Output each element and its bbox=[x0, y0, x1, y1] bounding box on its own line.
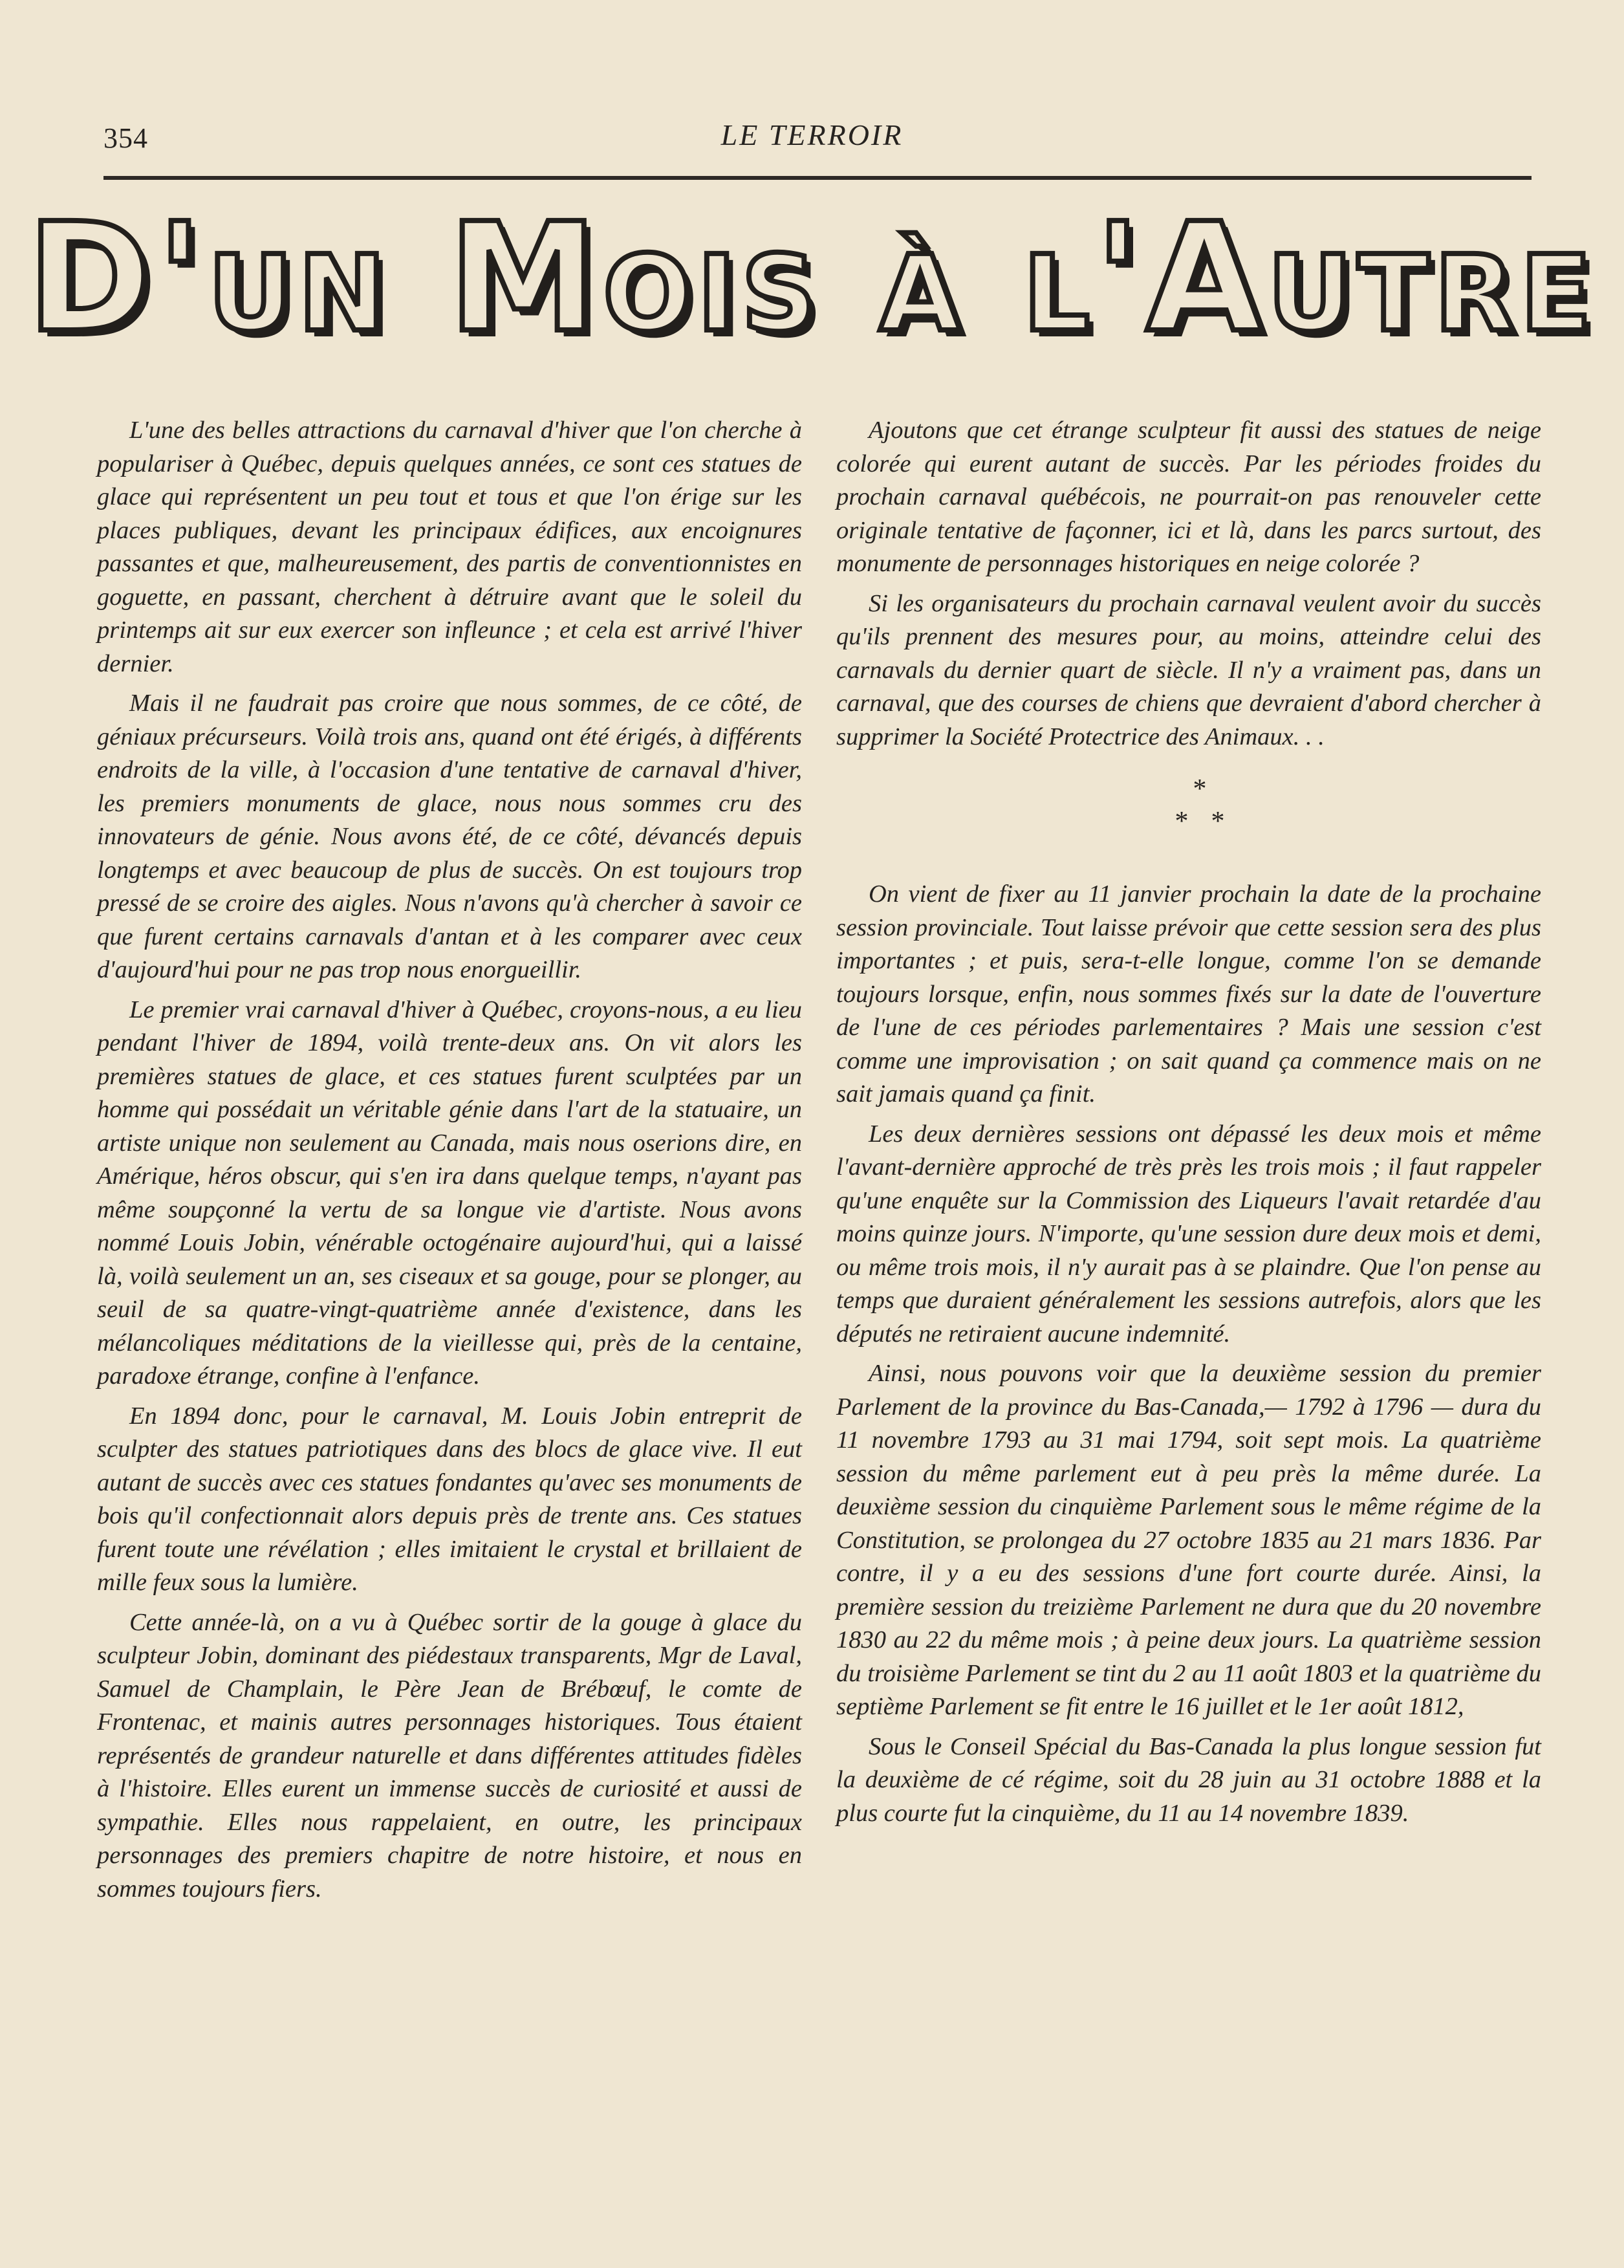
paragraph: Si les organisateurs du prochain carnaval veulent avoir du succès qu'ils prennent des mesures pour, au moins, atteindre celui des carnavals du dernier quart de siècle. Il n'y a vraiment pas, dans un carnaval, que des courses de chiens que devraient d'abord chercher à supprimer la Société Protectrice des Animaux. . . bbox=[836, 589, 1541, 750]
paragraph: Cette année-là, on a vu à Québec sortir de la gouge à glace du sculpteur Jobin, dominant des piédestaux transparents, Mgr de Laval, Samuel de Champlain, le Père Jean de Brébœuf, le comte de Frontenac, et mainis autres personnages historiques. Tous étaient représentés de grandeur naturelle et dans différentes attitudes fidèles à l'histoire. Elles eurent un immense succès de curiosité et aussi de sympathie. Elles nous rappelaient, en outre, les principaux personnages des premiers chapitre de notre histoire, et nous en sommes toujours fiers. bbox=[97, 1608, 802, 1903]
right-column bbox=[836, 414, 1541, 1837]
header-rule bbox=[103, 176, 1532, 180]
paragraph: En 1894 donc, pour le carnaval, M. Louis Jobin entreprit de sculpter des statues patriotiques dans des blocs de glace vive. Il eut autant de succès avec ces statues fondantes qu'avec ses monuments de bois qu'il confectionnait alors depuis près de trente ans. Ces statues furent toute une révélation ; elles imitaient le crystal et brillaient de mille feux sous la lumière. bbox=[97, 1402, 802, 1596]
page-number: 354 bbox=[103, 122, 148, 154]
separator-star: * bbox=[1211, 807, 1225, 836]
paragraph: L'une des belles attractions du carnaval d'hiver que l'on cherche à populariser à Québec, depuis quelques années, ce sont ces statues de glace qui représentent un peu tout et tous et que l'on érige sur les places publiques, devant les principaux édifices, aux encoignures passantes et que, malheureusement, des partis de conventionnistes en goguette, en passant, cherchent à détruire avant que le soleil du printemps ait sur eux exercer son infleunce ; et cela est arrivé l'hiver dernier. bbox=[97, 417, 802, 677]
separator-star: * bbox=[1175, 807, 1189, 836]
paragraph: Les deux dernières sessions ont dépassé les deux mois et même l'avant-dernière approché de très près les trois mois ; il faut rappeler qu'une enquête sur la Commission des Liqueurs l'avait retardée d'au moins quinze jours. N'importe, qu'une session dure deux mois et demi, ou même trois mois, il n'y aurait pas à se plaindre. Que l'on pense au temps que duraient généralement les sessions autrefois, alors que les députés ne retiraient aucune indemnité. bbox=[836, 1120, 1541, 1347]
left-column bbox=[97, 414, 802, 1912]
paragraph: Ajoutons que cet étrange sculpteur fit aussi des statues de neige colorée qui eurent autant de succès. Par les périodes froides du prochain carnaval québécois, ne pourrait-on pas renouveler cette originale tentative de façonner, ici et là, dans les parcs surtout, des monumente de personnages historiques en neige colorée ? bbox=[836, 417, 1541, 577]
running-title: LE TERROIR bbox=[720, 118, 904, 151]
paragraph: Mais il ne faudrait pas croire que nous sommes, de ce côté, de géniaux précurseurs. Voilà trois ans, quand ont été érigés, à différents endroits de la ville, à l'occasion d'une tentative de carnaval d'hiver, les premiers monuments de glace, nous nous sommes cru des innovateurs de génie. Nous avons été, de ce côté, dévancés depuis longtemps et avec beaucoup de plus de succès. On est toujours trop pressé de se croire des aigles. Nous n'avons qu'à chercher à savoir ce que furent certains carnavals d'antan et à les comparer avec ceux d'aujourd'hui pour ne pas trop nous enorgueillir. bbox=[97, 690, 802, 983]
separator-star: * bbox=[1193, 774, 1207, 804]
headline bbox=[0, 191, 1624, 365]
paragraph: Le premier vrai carnaval d'hiver à Québec, croyons-nous, a eu lieu pendant l'hiver de 1894, voilà trente-deux ans. On vit alors les premières statues de glace, et ces statues furent sculptées par un homme qui possédait un véritable génie dans l'art de la statuaire, un artiste unique non seulement au Canada, mais nous oserions dire, en Amérique, héros obscur, qui s'en ira dans quelque temps, n'ayant pas même soupçonné la vertu de sa longue vie d'artiste. Nous avons nommé Louis Jobin, vénérable octogénaire aujourd'hui, qui a laissé là, voilà seulement un an, ses ciseaux et sa gouge, pour se plonger, au seuil de sa quatre-vingt-quatrième année d'existence, dans les mélancoliques méditations de la vieillesse qui, près de la centaine, paradoxe étrange, confine à l'enfance. bbox=[97, 996, 802, 1390]
paragraph: Ainsi, nous pouvons voir que la deuxième session du premier Parlement de la province du Bas-Canada,— 1792 à 1796 — dura du 11 novembre 1793 au 31 mai 1794, soit sept mois. La quatrième session du même parlement eut à peu près la même durée. La deuxième session du cinquième Parlement sous le même régime de la Constitution, se prolongea du 27 octobre 1835 au 21 mars 1836. Par contre, il y a eu des sessions d'une fort courte durée. Ainsi, la première session du treizième Parlement ne dura que du 20 novembre 1830 au 22 du même mois ; à peine deux jours. La quatrième session du troisième Parlement se tint du 2 au 11 août 1803 et la quatrième du septième Parlement se fit entre le 16 juillet et le 1er août 1812, bbox=[836, 1360, 1541, 1720]
paragraph: On vient de fixer au 11 janvier prochain la date de la prochaine session provinciale. Tout laisse prévoir que cette session sera des plus importantes ; et puis, sera-t-elle longue, comme l'on se demande toujours lorsque, enfin, nous sommes fixés sur la date de l'ouverture de l'une de ces périodes parlementaires ? Mais une session c'est comme une improvisation ; on sait quand ça commence mais on ne sait jamais quand ça finit. bbox=[836, 880, 1541, 1107]
paragraph: Sous le Conseil Spécial du Bas-Canada la plus longue session fut la deuxième de cé régime, soit du 28 juin au 31 octobre 1888 et la plus courte fut la cinquième, du 11 au 14 novembre 1839. bbox=[836, 1732, 1541, 1827]
headline-text: D'un Mois à l'Autre bbox=[27, 191, 1597, 365]
section-separator bbox=[836, 768, 1541, 839]
